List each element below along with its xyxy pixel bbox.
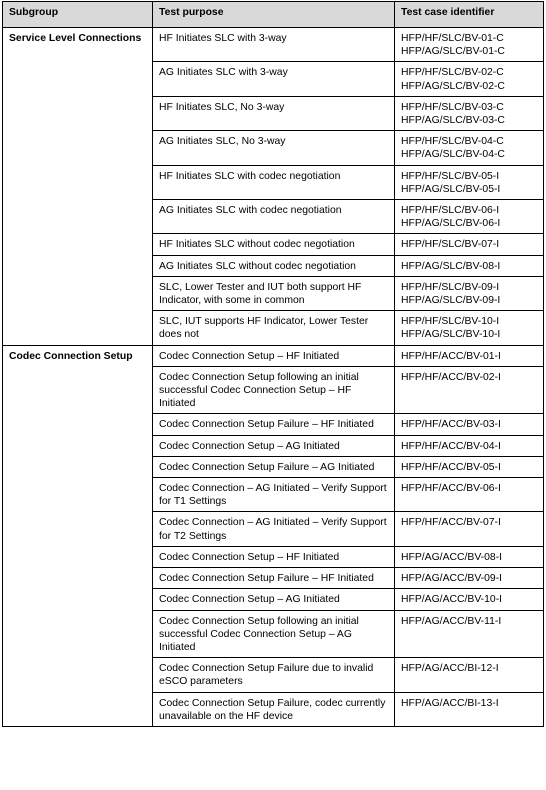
test-case-identifier-cell <box>395 62 544 96</box>
test-case-identifier: HFP/AG/SLC/BV-02-C <box>401 80 505 92</box>
test-case-identifier-cell <box>395 96 544 130</box>
test-case-identifier-cell <box>395 658 544 692</box>
test-purpose-cell: Codec Connection Setup – HF Initiated <box>153 345 395 366</box>
test-case-identifier-cell <box>395 478 544 512</box>
test-case-identifier-cell <box>395 276 544 310</box>
test-case-identifier: HFP/HF/ACC/BV-05-I <box>401 461 501 473</box>
test-case-identifier: HFP/AG/SLC/BV-06-I <box>401 218 501 230</box>
test-case-identifier-cell <box>395 131 544 165</box>
test-purpose-cell: Codec Connection – AG Initiated – Verify Support for T2 Settings <box>153 512 395 546</box>
test-case-identifier: HFP/AG/SLC/BV-05-I <box>401 183 501 195</box>
test-purpose-cell: Codec Connection Setup – HF Initiated <box>153 546 395 567</box>
test-purpose-cell: HF Initiates SLC without codec negotiation <box>153 234 395 255</box>
test-case-identifier: HFP/AG/ACC/BV-09-I <box>401 573 503 585</box>
test-purpose-header: Test purpose <box>153 2 395 28</box>
subgroup-header: Subgroup <box>3 2 153 28</box>
test-case-identifier-cell <box>395 28 544 62</box>
test-case-identifier-cell <box>395 165 544 199</box>
test-case-identifier: HFP/HF/SLC/BV-05-I <box>401 170 500 182</box>
test-case-identifier: HFP/HF/ACC/BV-07-I <box>401 517 501 529</box>
test-case-identifier: HFP/HF/ACC/BV-03-I <box>401 419 501 431</box>
test-case-identifier-cell <box>395 435 544 456</box>
subgroup-cell: Service Level Connections <box>3 28 153 346</box>
test-case-identifier: HFP/HF/ACC/BV-06-I <box>401 483 501 495</box>
test-case-identifier: HFP/AG/SLC/BV-04-C <box>401 149 505 161</box>
table-body <box>3 28 544 727</box>
test-purpose-cell: Codec Connection Setup following an initial successful Codec Connection Setup – HF Initiated <box>153 366 395 414</box>
test-case-identifier: HFP/AG/SLC/BV-09-I <box>401 295 501 307</box>
test-purpose-cell: SLC, Lower Tester and IUT both support HF Indicator, with some in common <box>153 276 395 310</box>
subgroup-cell: Codec Connection Setup <box>3 345 153 726</box>
test-purpose-cell: Codec Connection Setup following an initial successful Codec Connection Setup – AG Initiated <box>153 610 395 658</box>
test-case-identifier: HFP/AG/SLC/BV-10-I <box>401 329 501 341</box>
test-case-identifier-cell <box>395 234 544 255</box>
test-case-identifier-cell <box>395 414 544 435</box>
test-case-identifier: HFP/AG/SLC/BV-01-C <box>401 46 505 58</box>
table-row <box>3 345 544 366</box>
test-case-identifier-cell <box>395 311 544 345</box>
test-purpose-cell: AG Initiates SLC, No 3-way <box>153 131 395 165</box>
test-case-identifier: HFP/HF/SLC/BV-09-I <box>401 281 500 293</box>
test-case-identifier: HFP/HF/SLC/BV-10-I <box>401 316 500 328</box>
test-purpose-cell: HF Initiates SLC with 3-way <box>153 28 395 62</box>
test-purpose-cell: AG Initiates SLC with 3-way <box>153 62 395 96</box>
test-case-identifier-cell <box>395 568 544 589</box>
test-case-identifier-cell <box>395 345 544 366</box>
test-case-identifier: HFP/HF/SLC/BV-06-I <box>401 205 500 217</box>
test-case-identifier-cell <box>395 255 544 276</box>
test-case-identifier: HFP/HF/SLC/BV-03-C <box>401 101 504 113</box>
test-case-identifier: HFP/AG/ACC/BV-10-I <box>401 594 503 606</box>
test-case-identifier: HFP/AG/ACC/BV-11-I <box>401 615 502 627</box>
test-purpose-cell: Codec Connection Setup Failure – HF Initiated <box>153 568 395 589</box>
test-case-identifier: HFP/AG/SLC/BV-08-I <box>401 260 501 272</box>
test-purpose-cell: Codec Connection – AG Initiated – Verify Support for T1 Settings <box>153 478 395 512</box>
test-purpose-cell: Codec Connection Setup Failure – AG Initiated <box>153 456 395 477</box>
test-case-identifier: HFP/HF/SLC/BV-02-C <box>401 67 504 79</box>
test-purpose-cell: SLC, IUT supports HF Indicator, Lower Tester does not <box>153 311 395 345</box>
test-case-identifier-cell <box>395 610 544 658</box>
test-case-identifier-cell <box>395 692 544 726</box>
test-case-identifier-header: Test case identifier <box>395 2 544 28</box>
test-purpose-cell: AG Initiates SLC with codec negotiation <box>153 200 395 234</box>
test-case-identifier-cell <box>395 546 544 567</box>
test-purpose-cell: Codec Connection Setup Failure, codec currently unavailable on the HF device <box>153 692 395 726</box>
test-case-identifier-cell <box>395 200 544 234</box>
test-purpose-cell: Codec Connection Setup Failure – HF Initiated <box>153 414 395 435</box>
test-case-table <box>2 1 544 727</box>
test-case-identifier: HFP/HF/ACC/BV-04-I <box>401 440 501 452</box>
test-case-identifier: HFP/AG/ACC/BV-08-I <box>401 551 503 563</box>
test-case-identifier-cell <box>395 512 544 546</box>
test-case-identifier: HFP/HF/ACC/BV-02-I <box>401 371 501 383</box>
test-case-identifier: HFP/HF/SLC/BV-01-C <box>401 33 504 44</box>
test-purpose-cell: Codec Connection Setup – AG Initiated <box>153 589 395 610</box>
test-case-identifier-cell <box>395 366 544 414</box>
test-purpose-cell: AG Initiates SLC without codec negotiation <box>153 255 395 276</box>
header-row <box>3 2 544 28</box>
test-case-identifier: HFP/HF/ACC/BV-01-I <box>401 350 501 362</box>
test-case-identifier: HFP/AG/ACC/BI-13-I <box>401 697 499 709</box>
test-purpose-cell: Codec Connection Setup – AG Initiated <box>153 435 395 456</box>
test-purpose-cell: Codec Connection Setup Failure due to invalid eSCO parameters <box>153 658 395 692</box>
test-case-identifier: HFP/HF/SLC/BV-04-C <box>401 136 504 148</box>
test-case-identifier: HFP/HF/SLC/BV-07-I <box>401 239 500 251</box>
table-row <box>3 28 544 62</box>
test-case-identifier: HFP/AG/ACC/BI-12-I <box>401 663 499 675</box>
test-purpose-cell: HF Initiates SLC, No 3-way <box>153 96 395 130</box>
test-case-identifier: HFP/AG/SLC/BV-03-C <box>401 115 505 127</box>
test-purpose-cell: HF Initiates SLC with codec negotiation <box>153 165 395 199</box>
test-case-identifier-cell <box>395 589 544 610</box>
test-case-identifier-cell <box>395 456 544 477</box>
